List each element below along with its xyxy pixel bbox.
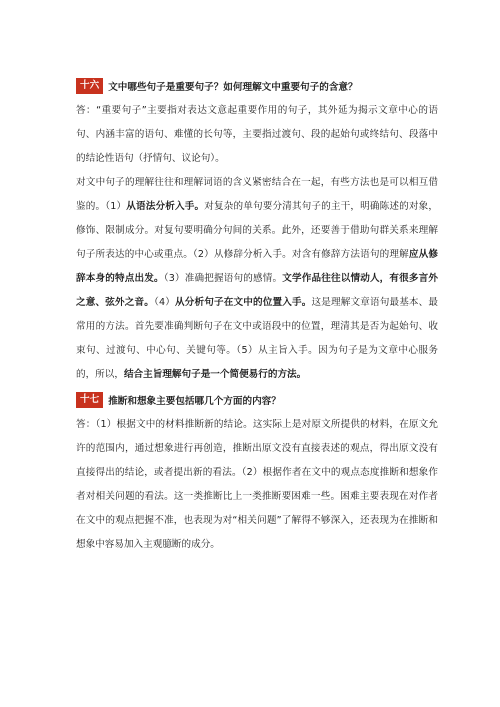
method-paragraph xyxy=(76,171,438,387)
text-span: （3）准确把握语句的感情。 xyxy=(163,273,283,284)
question-17-header xyxy=(76,391,438,408)
question-number-badge: 十六 xyxy=(76,78,103,94)
text-span: 这是理解文章语句最基本、最常用的方法。首先要准确判断句子在文中或语段中的位置，理清其是否为起始句、收束句、过渡句、中心句、关键句等。（5）从主旨入手。因为句子是为文章中心服务的，所以， xyxy=(76,297,439,380)
question-16-header xyxy=(76,77,438,94)
question-title: 推断和想象主要包括哪几个方面的内容？ xyxy=(108,395,281,407)
text-span: 对文中句子的理解往往和理解词语的含义紧密结合在一起，有些方法也是可以相互借鉴的。（1） xyxy=(76,177,438,212)
bold-span: 文学作品往往以情动人，有很多言外之意、弦外之音。 xyxy=(76,273,439,308)
text-span: （4） xyxy=(154,297,175,308)
document-page xyxy=(76,77,438,557)
answer-paragraph: 答：（1）根据文中的材料推断新的结论。这实际上是对原文所提供的材料，在原文允许的范围内，通过想象进行再创造，推断出原文没有直接表述的观点，得出原文没有直接得出的结论，或者提出新的看法。（2）根据作者在文中的观点态度推断和想象作者对相关问题的看法。这一类推断比上一类推断要困难一些。困难主要表现在对作者在文中的观点把握不准，也表现为对“相关问题”了解得不够深入，还表现为在推断和想象中容易加入主观臆断的成分。 xyxy=(76,419,438,550)
text-span: 对复杂的单句要分清其句子的主干，明确陈述的对象，修饰、限制成分。对复句要明确分句间的关系。此外，还要善于借助句群关系来理解句子所表达的中心或重点。（2）从修辞分析入手。对含有修辞方法语句的理解 xyxy=(76,201,439,260)
bold-span: 结合主旨理解句子是一个简便易行的方法。 xyxy=(123,369,307,380)
bold-span: 应从修辞本身的特点出发。 xyxy=(76,249,438,284)
question-number-badge: 十七 xyxy=(76,392,103,408)
question-title: 文中哪些句子是重要句子？如何理解文中重要句子的含意？ xyxy=(108,81,358,93)
answer-paragraph: 答：“重要句子”主要指对表达文意起重要作用的句子，其外延为揭示文章中心的语句、内涵丰富的语句、难懂的长句等，主要指过渡句、段的起始句或终结句、段落中的结论性语句（抒情句、议论句）。 xyxy=(76,105,438,164)
bold-span: 从语法分析入手。 xyxy=(126,201,205,212)
bold-span: 从分析句子在文中的位置入手。 xyxy=(174,297,312,308)
